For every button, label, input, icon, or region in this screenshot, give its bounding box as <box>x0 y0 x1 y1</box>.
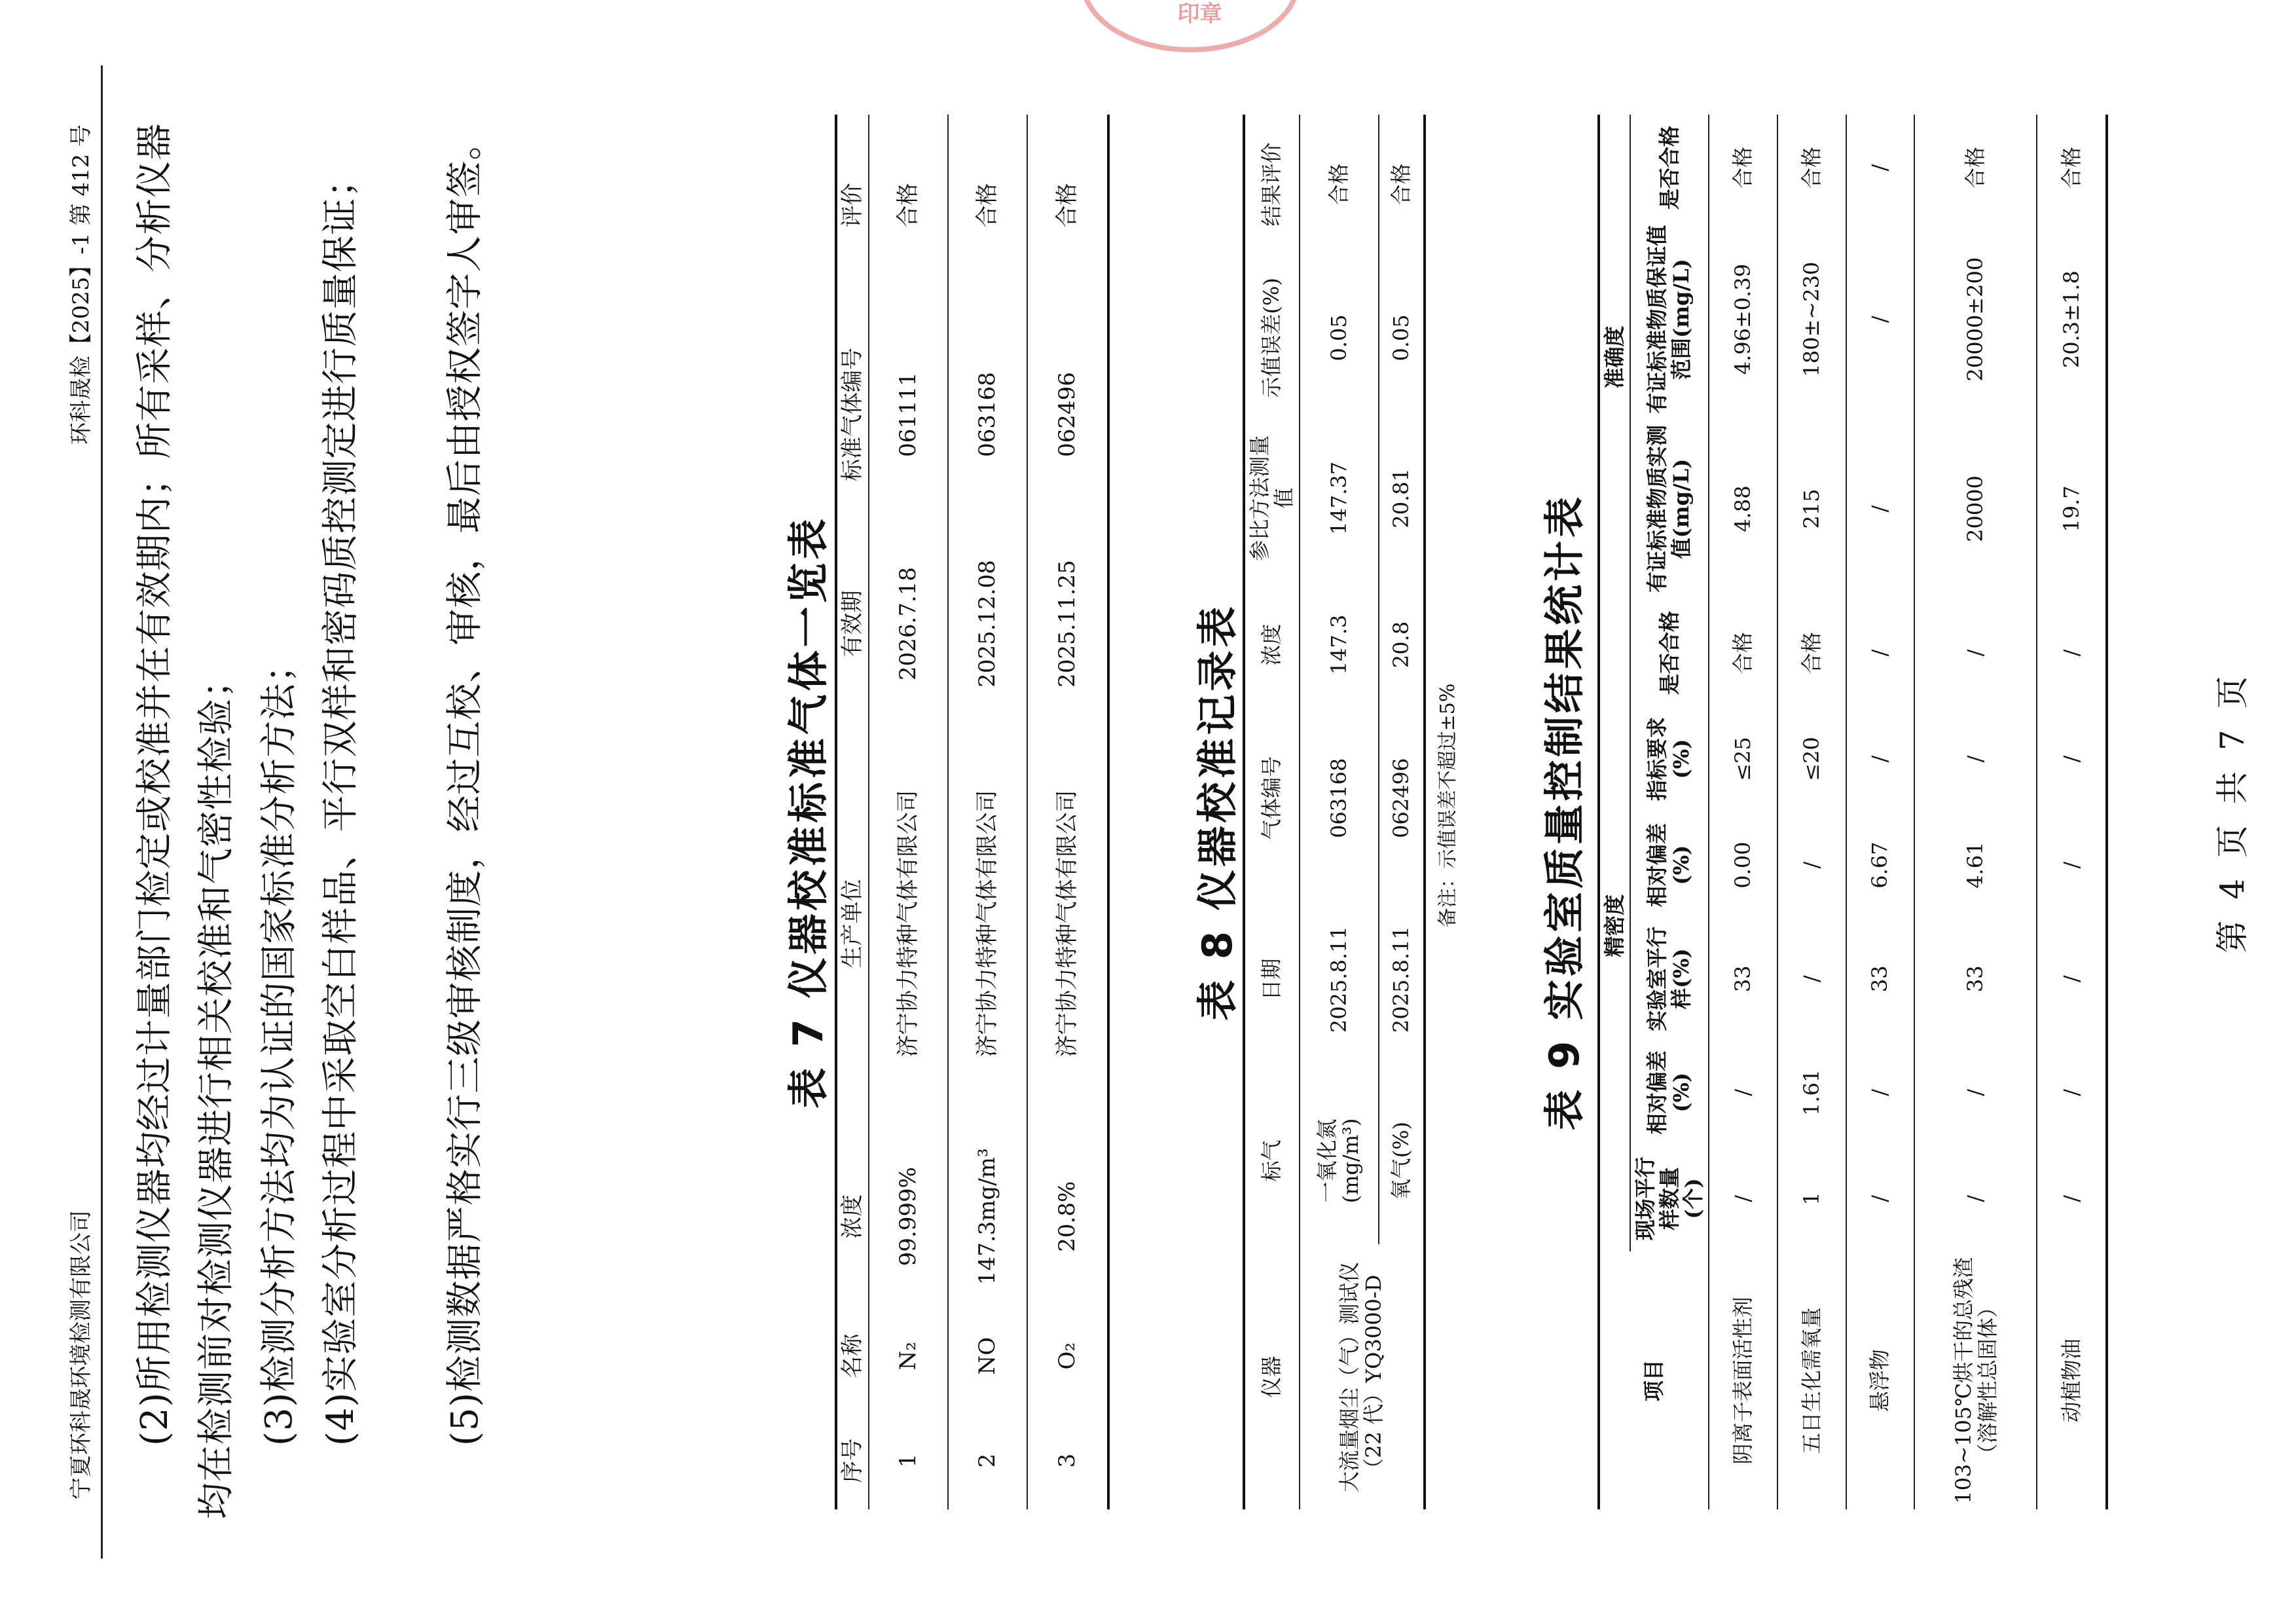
col-header: 相对偏差(%) <box>1630 812 1709 918</box>
col-header: 标气 <box>1244 1077 1300 1245</box>
paragraph-text: (2)所用检测仪器均经过计量部门检定或校准并在有效期内；所有采样、分析仪器均在检测前对检测仪器进行相关校准和气密性检验； <box>134 122 238 1519</box>
col-header: 示值误差(%) <box>1244 254 1300 422</box>
table-cell: 99.999% <box>869 1133 948 1301</box>
table-cell: 0.05 <box>1379 254 1425 422</box>
table-cell: 0.05 <box>1300 254 1379 422</box>
table-cell: / <box>2037 706 2107 812</box>
col-header: 指标要求(%) <box>1630 706 1709 812</box>
paragraph-methods <box>249 111 310 1519</box>
seal-text: 印章 <box>1177 1 1222 28</box>
table-cell: / <box>2037 812 2107 918</box>
table-cell: 20.81 <box>1379 422 1425 575</box>
paragraph-text: (5)检测数据严格实行三级审核制度，经过互校、审核，最后由授权签字人审签。 <box>444 122 486 1446</box>
table7-caption: 表 7 仪器校准标准气体一览表 <box>784 515 832 1109</box>
seal-stamp <box>1080 0 1300 52</box>
col-header: 仪器 <box>1244 1244 1300 1509</box>
table-cell: 2026.7.18 <box>869 533 948 714</box>
table-cell: 20000±200 <box>1914 221 2037 418</box>
col-header: 评价 <box>836 115 869 296</box>
table-cell: / <box>1846 1145 1915 1251</box>
table-cell: 合格 <box>869 115 948 296</box>
paragraph-text: (4)实验室分析过程中采取空白样品、平行双样和密码质控测定进行质量保证； <box>319 160 362 1446</box>
table-cell: 062496 <box>1027 296 1108 533</box>
table-cell: / <box>1846 706 1915 812</box>
table-cell: 4.96±0.39 <box>1709 221 1777 418</box>
table-header-row <box>1599 115 1630 1509</box>
table-cell: 合格 <box>1379 115 1425 254</box>
table-cell: 合格 <box>1709 600 1777 706</box>
table-cell: 061111 <box>869 296 948 533</box>
table-cell: 062496 <box>1379 714 1425 882</box>
table-row <box>1709 115 1777 1509</box>
table-cell: 4.88 <box>1709 418 1777 600</box>
page-header <box>59 65 103 1559</box>
table-cell: 2 <box>948 1412 1027 1509</box>
table9-caption: 表 9 实验室质量控制结果统计表 <box>1540 493 1588 1131</box>
table-row <box>948 115 1027 1509</box>
table-cell: 4.61 <box>1914 812 2037 918</box>
table-header-row <box>836 115 869 1509</box>
table-cell: 0.00 <box>1709 812 1777 918</box>
col-header: 浓度 <box>836 1133 869 1301</box>
group-header-precision: 精密度 <box>1599 600 1630 1252</box>
table-cell: / <box>1914 706 2037 812</box>
table-cell: 1.61 <box>1777 1039 1846 1145</box>
table-cell: 6.67 <box>1846 812 1915 918</box>
table-cell: / <box>1846 600 1915 706</box>
paragraph-qa <box>310 111 372 1519</box>
table-cell: / <box>2037 600 2107 706</box>
paragraph-review <box>435 111 496 1519</box>
table-cell: 147.3mg/m³ <box>948 1133 1027 1301</box>
quality-control-table <box>1597 115 2108 1509</box>
table-row <box>1300 115 1379 1509</box>
table-cell: / <box>1846 115 1915 221</box>
table-cell: 五日生化需氧量 <box>1777 1251 1846 1509</box>
table-cell: 33 <box>1846 918 1915 1039</box>
table-cell: / <box>1846 418 1915 600</box>
table-cell: NO <box>948 1301 1027 1412</box>
table-cell: 合格 <box>1914 115 2037 221</box>
company-name: 宁夏环科晟环境检测有限公司 <box>68 1210 94 1500</box>
table-cell: / <box>1914 1039 2037 1145</box>
col-header: 是否合格 <box>1630 600 1709 706</box>
table8-note: 备注：示值误差不超过±5% <box>1436 683 1459 928</box>
table-cell: / <box>2037 918 2107 1039</box>
table-cell: 济宁协力特种气体有限公司 <box>948 714 1027 1133</box>
table-cell: 19.7 <box>2037 418 2107 600</box>
col-header: 结果评价 <box>1244 115 1300 254</box>
col-header: 参比方法测量值 <box>1244 422 1300 575</box>
table-cell: 1 <box>869 1412 948 1509</box>
col-header: 相对偏差(%) <box>1630 1039 1709 1145</box>
instrument-cell: 大流量烟尘（气）测试仪（22 代）YQ3000-D <box>1300 1244 1425 1509</box>
table-row <box>869 115 948 1509</box>
report-number: 环科晟检【2025】-1 第 412 号 <box>68 124 94 445</box>
group-header-accuracy: 准确度 <box>1599 115 1630 600</box>
table-row <box>1914 115 2037 1509</box>
page-footer: 第 4 页 共 7 页 <box>2214 671 2251 953</box>
col-header: 现场平行样数量(个) <box>1630 1145 1709 1251</box>
table-cell: 合格 <box>948 115 1027 296</box>
table-cell: 合格 <box>1300 115 1379 254</box>
table-cell: 合格 <box>1027 115 1108 296</box>
paragraph-text: (3)检测分析方法均为认证的国家标准分析方法； <box>258 645 301 1446</box>
table-cell: / <box>1777 812 1846 918</box>
table-cell: 一氧化氮(mg/m³) <box>1300 1077 1379 1245</box>
table-cell: 悬浮物 <box>1846 1251 1915 1509</box>
col-header: 实验室平行样(%) <box>1630 918 1709 1039</box>
table-row <box>2037 115 2107 1509</box>
calibration-gas-table <box>835 115 1110 1509</box>
table-cell: 阴离子表面活性剂 <box>1709 1251 1777 1509</box>
table-cell: 动植物油 <box>2037 1251 2107 1509</box>
table-cell: O₂ <box>1027 1301 1108 1412</box>
table-cell: / <box>1709 1039 1777 1145</box>
table-cell: / <box>1709 1145 1777 1251</box>
col-header: 项目 <box>1599 1251 1709 1509</box>
table-row <box>1777 115 1846 1509</box>
table-cell: 20.3±1.8 <box>2037 221 2107 418</box>
table-cell: 合格 <box>1777 600 1846 706</box>
table-cell: 063168 <box>1300 714 1379 882</box>
table-cell: / <box>1846 221 1915 418</box>
table-cell: / <box>1914 600 2037 706</box>
table-cell: 济宁协力特种气体有限公司 <box>869 714 948 1133</box>
table-cell: 2025.12.08 <box>948 533 1027 714</box>
table-cell: 氧气(%) <box>1379 1077 1425 1245</box>
table-cell: ≤20 <box>1777 706 1846 812</box>
table-row <box>1027 115 1108 1509</box>
table-cell: 33 <box>1914 918 2037 1039</box>
col-header: 有证标准物质实测值(mg/L) <box>1630 418 1709 600</box>
col-header: 有效期 <box>836 533 869 714</box>
table-cell: 33 <box>1709 918 1777 1039</box>
col-header: 日期 <box>1244 882 1300 1077</box>
table-cell: 20000 <box>1914 418 2037 600</box>
table-cell: 147.3 <box>1300 575 1379 714</box>
table-cell: N₂ <box>869 1301 948 1412</box>
col-header: 气体编号 <box>1244 714 1300 882</box>
table-cell: 合格 <box>1777 115 1846 221</box>
table-cell: 1 <box>1777 1145 1846 1251</box>
table-cell: / <box>2037 1145 2107 1251</box>
table-cell: 2025.11.25 <box>1027 533 1108 714</box>
table-cell: 合格 <box>1709 115 1777 221</box>
table-cell: 180±~230 <box>1777 221 1846 418</box>
col-header: 名称 <box>836 1301 869 1412</box>
table-cell: 2025.8.11 <box>1379 882 1425 1077</box>
table-cell: / <box>2037 1039 2107 1145</box>
col-header: 生产单位 <box>836 714 869 1133</box>
table-cell: 2025.8.11 <box>1300 882 1379 1077</box>
calibration-record-table <box>1243 115 1426 1509</box>
table-cell: / <box>1914 1145 2037 1251</box>
col-header: 浓度 <box>1244 575 1300 714</box>
table-cell: 147.37 <box>1300 422 1379 575</box>
col-header: 标准气体编号 <box>836 296 869 533</box>
table-row <box>1846 115 1915 1509</box>
table-cell: 20.8% <box>1027 1133 1108 1301</box>
table-cell: 济宁协力特种气体有限公司 <box>1027 714 1108 1133</box>
paragraph-calibration <box>124 111 247 1519</box>
table-cell: 20.8 <box>1379 575 1425 714</box>
col-header: 是否合格 <box>1630 115 1709 221</box>
table-cell: 103~105℃烘干的总残渣（溶解性总固体） <box>1914 1251 2037 1509</box>
col-header: 序号 <box>836 1412 869 1509</box>
table-cell: ≤25 <box>1709 706 1777 812</box>
table-cell: / <box>1846 1039 1915 1145</box>
table-header-row <box>1244 115 1300 1509</box>
table-cell: / <box>1777 918 1846 1039</box>
col-header: 有证标准物质保证值范围(mg/L) <box>1630 221 1709 418</box>
table-cell: 215 <box>1777 418 1846 600</box>
table-cell: 063168 <box>948 296 1027 533</box>
table8-caption: 表 8 仪器校准记录表 <box>1194 603 1241 1021</box>
table-cell: 3 <box>1027 1412 1108 1509</box>
table-cell: 合格 <box>2037 115 2107 221</box>
